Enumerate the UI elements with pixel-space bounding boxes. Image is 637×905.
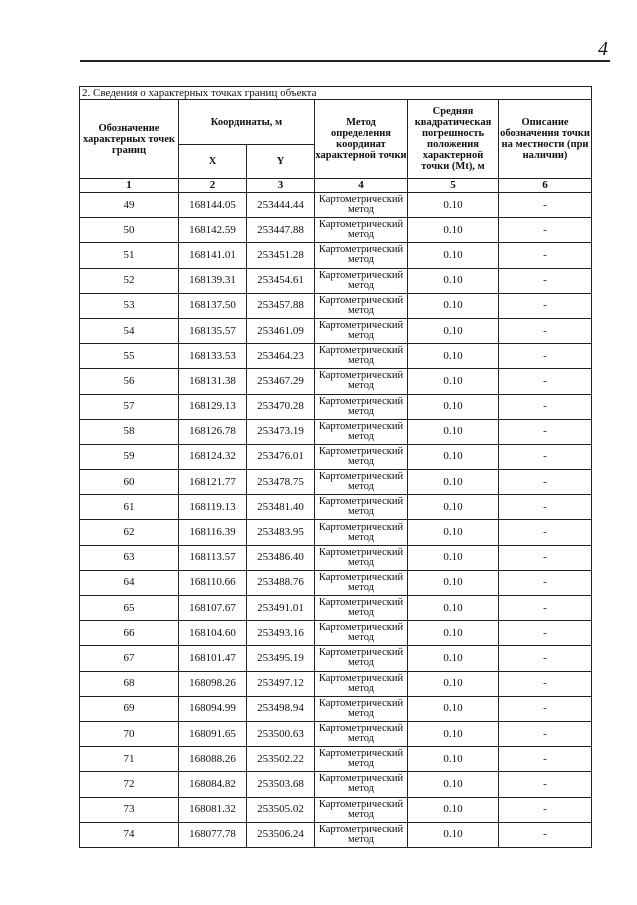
cell-coord-x: 168088.26	[179, 747, 247, 772]
cell-description: -	[499, 394, 592, 419]
cell-description: -	[499, 419, 592, 444]
table-row	[80, 243, 592, 268]
table-row	[80, 520, 592, 545]
cell-coord-y: 253493.16	[247, 621, 315, 646]
table-row	[80, 268, 592, 293]
cell-coord-x: 168142.59	[179, 218, 247, 243]
cell-mt-error: 0.10	[408, 369, 499, 394]
cell-coord-y: 253481.40	[247, 495, 315, 520]
table-row	[80, 671, 592, 696]
column-number: 6	[499, 179, 592, 193]
cell-method: Картометрический метод	[315, 369, 408, 394]
cell-method: Картометрический метод	[315, 218, 408, 243]
cell-method: Картометрический метод	[315, 747, 408, 772]
cell-description: -	[499, 520, 592, 545]
column-number: 5	[408, 179, 499, 193]
column-numbers-row	[80, 179, 592, 193]
table-row	[80, 318, 592, 343]
cell-description: -	[499, 747, 592, 772]
cell-mt-error: 0.10	[408, 318, 499, 343]
table-row	[80, 570, 592, 595]
cell-description: -	[499, 369, 592, 394]
cell-mt-error: 0.10	[408, 293, 499, 318]
table-row	[80, 419, 592, 444]
table-row	[80, 193, 592, 218]
cell-coord-x: 168124.32	[179, 444, 247, 469]
cell-point-number: 62	[80, 520, 179, 545]
cell-method: Картометрический метод	[315, 621, 408, 646]
cell-point-number: 68	[80, 671, 179, 696]
cell-mt-error: 0.10	[408, 218, 499, 243]
cell-coord-x: 168135.57	[179, 318, 247, 343]
cell-method: Картометрический метод	[315, 444, 408, 469]
cell-method: Картометрический метод	[315, 671, 408, 696]
cell-method: Картометрический метод	[315, 797, 408, 822]
cell-mt-error: 0.10	[408, 646, 499, 671]
cell-method: Картометрический метод	[315, 596, 408, 621]
cell-mt-error: 0.10	[408, 772, 499, 797]
cell-point-number: 49	[80, 193, 179, 218]
cell-coord-y: 253464.23	[247, 344, 315, 369]
cell-coord-y: 253473.19	[247, 419, 315, 444]
cell-coord-y: 253483.95	[247, 520, 315, 545]
cell-point-number: 59	[80, 444, 179, 469]
cell-coord-x: 168081.32	[179, 797, 247, 822]
cell-point-number: 53	[80, 293, 179, 318]
cell-coord-x: 168101.47	[179, 646, 247, 671]
cell-coord-y: 253495.19	[247, 646, 315, 671]
cell-description: -	[499, 596, 592, 621]
cell-description: -	[499, 822, 592, 847]
table-row	[80, 470, 592, 495]
table-body	[80, 193, 592, 848]
cell-point-number: 51	[80, 243, 179, 268]
header-method: Метод определения координат характерной точки	[315, 100, 408, 179]
cell-method: Картометрический метод	[315, 721, 408, 746]
cell-coord-y: 253461.09	[247, 318, 315, 343]
cell-description: -	[499, 495, 592, 520]
cell-mt-error: 0.10	[408, 243, 499, 268]
cell-method: Картометрический метод	[315, 646, 408, 671]
table-row	[80, 797, 592, 822]
cell-description: -	[499, 444, 592, 469]
header-x: X	[179, 145, 247, 179]
cell-mt-error: 0.10	[408, 520, 499, 545]
page-number: 4	[598, 38, 608, 60]
cell-method: Картометрический метод	[315, 268, 408, 293]
cell-point-number: 60	[80, 470, 179, 495]
cell-method: Картометрический метод	[315, 545, 408, 570]
cell-description: -	[499, 293, 592, 318]
cell-point-number: 67	[80, 646, 179, 671]
cell-coord-y: 253447.88	[247, 218, 315, 243]
table-row	[80, 218, 592, 243]
cell-coord-x: 168133.53	[179, 344, 247, 369]
table-row	[80, 369, 592, 394]
cell-coord-x: 168141.01	[179, 243, 247, 268]
cell-mt-error: 0.10	[408, 721, 499, 746]
table-row	[80, 772, 592, 797]
cell-coord-x: 168104.60	[179, 621, 247, 646]
cell-coord-x: 168121.77	[179, 470, 247, 495]
column-number: 3	[247, 179, 315, 193]
cell-method: Картометрический метод	[315, 293, 408, 318]
cell-coord-y: 253497.12	[247, 671, 315, 696]
cell-method: Картометрический метод	[315, 822, 408, 847]
table-row	[80, 293, 592, 318]
cell-coord-y: 253444.44	[247, 193, 315, 218]
cell-mt-error: 0.10	[408, 268, 499, 293]
cell-method: Картометрический метод	[315, 772, 408, 797]
cell-coord-x: 168116.39	[179, 520, 247, 545]
cell-mt-error: 0.10	[408, 696, 499, 721]
cell-point-number: 54	[80, 318, 179, 343]
cell-mt-error: 0.10	[408, 444, 499, 469]
table-row	[80, 696, 592, 721]
cell-description: -	[499, 193, 592, 218]
cell-point-number: 69	[80, 696, 179, 721]
cell-coord-y: 253491.01	[247, 596, 315, 621]
cell-description: -	[499, 721, 592, 746]
cell-mt-error: 0.10	[408, 193, 499, 218]
cell-point-number: 61	[80, 495, 179, 520]
table-row	[80, 596, 592, 621]
header-y: Y	[247, 145, 315, 179]
cell-description: -	[499, 621, 592, 646]
cell-coord-y: 253457.88	[247, 293, 315, 318]
cell-point-number: 57	[80, 394, 179, 419]
cell-point-number: 58	[80, 419, 179, 444]
cell-mt-error: 0.10	[408, 797, 499, 822]
cell-description: -	[499, 318, 592, 343]
cell-coord-x: 168113.57	[179, 545, 247, 570]
cell-method: Картометрический метод	[315, 318, 408, 343]
column-number: 4	[315, 179, 408, 193]
cell-coord-y: 253486.40	[247, 545, 315, 570]
cell-coord-y: 253470.28	[247, 394, 315, 419]
cell-mt-error: 0.10	[408, 621, 499, 646]
cell-coord-y: 253502.22	[247, 747, 315, 772]
cell-coord-x: 168077.78	[179, 822, 247, 847]
header-error: Средняя квадратическая погрешность положения характерной точки (Mt), м	[408, 100, 499, 179]
cell-point-number: 50	[80, 218, 179, 243]
cell-mt-error: 0.10	[408, 545, 499, 570]
cell-coord-x: 168131.38	[179, 369, 247, 394]
cell-mt-error: 0.10	[408, 822, 499, 847]
table-row	[80, 495, 592, 520]
cell-description: -	[499, 218, 592, 243]
cell-description: -	[499, 570, 592, 595]
column-number: 2	[179, 179, 247, 193]
cell-mt-error: 0.10	[408, 419, 499, 444]
cell-point-number: 71	[80, 747, 179, 772]
cell-description: -	[499, 545, 592, 570]
cell-method: Картометрический метод	[315, 394, 408, 419]
cell-coord-x: 168084.82	[179, 772, 247, 797]
cell-mt-error: 0.10	[408, 747, 499, 772]
cell-mt-error: 0.10	[408, 495, 499, 520]
cell-mt-error: 0.10	[408, 570, 499, 595]
top-rule	[80, 60, 610, 62]
cell-point-number: 73	[80, 797, 179, 822]
cell-description: -	[499, 696, 592, 721]
cell-description: -	[499, 243, 592, 268]
cell-coord-x: 168129.13	[179, 394, 247, 419]
cell-mt-error: 0.10	[408, 596, 499, 621]
cell-method: Картометрический метод	[315, 193, 408, 218]
table-row	[80, 822, 592, 847]
table-row	[80, 646, 592, 671]
cell-point-number: 52	[80, 268, 179, 293]
cell-coord-y: 253467.29	[247, 369, 315, 394]
cell-coord-y: 253476.01	[247, 444, 315, 469]
cell-coord-x: 168098.26	[179, 671, 247, 696]
cell-point-number: 56	[80, 369, 179, 394]
cell-point-number: 65	[80, 596, 179, 621]
cell-mt-error: 0.10	[408, 344, 499, 369]
cell-coord-y: 253488.76	[247, 570, 315, 595]
cell-coord-x: 168091.65	[179, 721, 247, 746]
cell-mt-error: 0.10	[408, 470, 499, 495]
header-coordinates: Координаты, м	[179, 100, 315, 145]
cell-coord-y: 253454.61	[247, 268, 315, 293]
table-row	[80, 344, 592, 369]
cell-coord-x: 168144.05	[179, 193, 247, 218]
cell-method: Картометрический метод	[315, 419, 408, 444]
cell-coord-y: 253503.68	[247, 772, 315, 797]
cell-point-number: 74	[80, 822, 179, 847]
cell-method: Картометрический метод	[315, 495, 408, 520]
cell-coord-x: 168094.99	[179, 696, 247, 721]
cell-description: -	[499, 344, 592, 369]
cell-coord-x: 168110.66	[179, 570, 247, 595]
cell-mt-error: 0.10	[408, 394, 499, 419]
header-description: Описание обозначения точки на местности (при наличии)	[499, 100, 592, 179]
cell-coord-x: 168139.31	[179, 268, 247, 293]
column-number: 1	[80, 179, 179, 193]
cell-method: Картометрический метод	[315, 344, 408, 369]
cell-point-number: 72	[80, 772, 179, 797]
cell-point-number: 66	[80, 621, 179, 646]
cell-coord-x: 168119.13	[179, 495, 247, 520]
cell-method: Картометрический метод	[315, 696, 408, 721]
cell-mt-error: 0.10	[408, 671, 499, 696]
cell-coord-y: 253506.24	[247, 822, 315, 847]
section-caption: 2. Сведения о характерных точках границ объекта	[80, 87, 592, 100]
cell-description: -	[499, 772, 592, 797]
header-designation: Обозначение характерных точек границ	[80, 100, 179, 179]
table-row	[80, 444, 592, 469]
cell-description: -	[499, 646, 592, 671]
cell-method: Картометрический метод	[315, 243, 408, 268]
cell-coord-x: 168137.50	[179, 293, 247, 318]
table-row	[80, 721, 592, 746]
table-row	[80, 747, 592, 772]
cell-description: -	[499, 671, 592, 696]
boundary-points-table	[79, 86, 592, 848]
cell-description: -	[499, 797, 592, 822]
cell-coord-y: 253500.63	[247, 721, 315, 746]
cell-coord-y: 253498.94	[247, 696, 315, 721]
cell-method: Картометрический метод	[315, 470, 408, 495]
cell-point-number: 64	[80, 570, 179, 595]
cell-coord-y: 253451.28	[247, 243, 315, 268]
cell-method: Картометрический метод	[315, 520, 408, 545]
cell-coord-x: 168107.67	[179, 596, 247, 621]
cell-point-number: 55	[80, 344, 179, 369]
table-row	[80, 394, 592, 419]
cell-point-number: 70	[80, 721, 179, 746]
cell-description: -	[499, 470, 592, 495]
cell-description: -	[499, 268, 592, 293]
cell-coord-y: 253505.02	[247, 797, 315, 822]
cell-coord-y: 253478.75	[247, 470, 315, 495]
cell-method: Картометрический метод	[315, 570, 408, 595]
cell-coord-x: 168126.78	[179, 419, 247, 444]
table-row	[80, 621, 592, 646]
cell-point-number: 63	[80, 545, 179, 570]
table-row	[80, 545, 592, 570]
